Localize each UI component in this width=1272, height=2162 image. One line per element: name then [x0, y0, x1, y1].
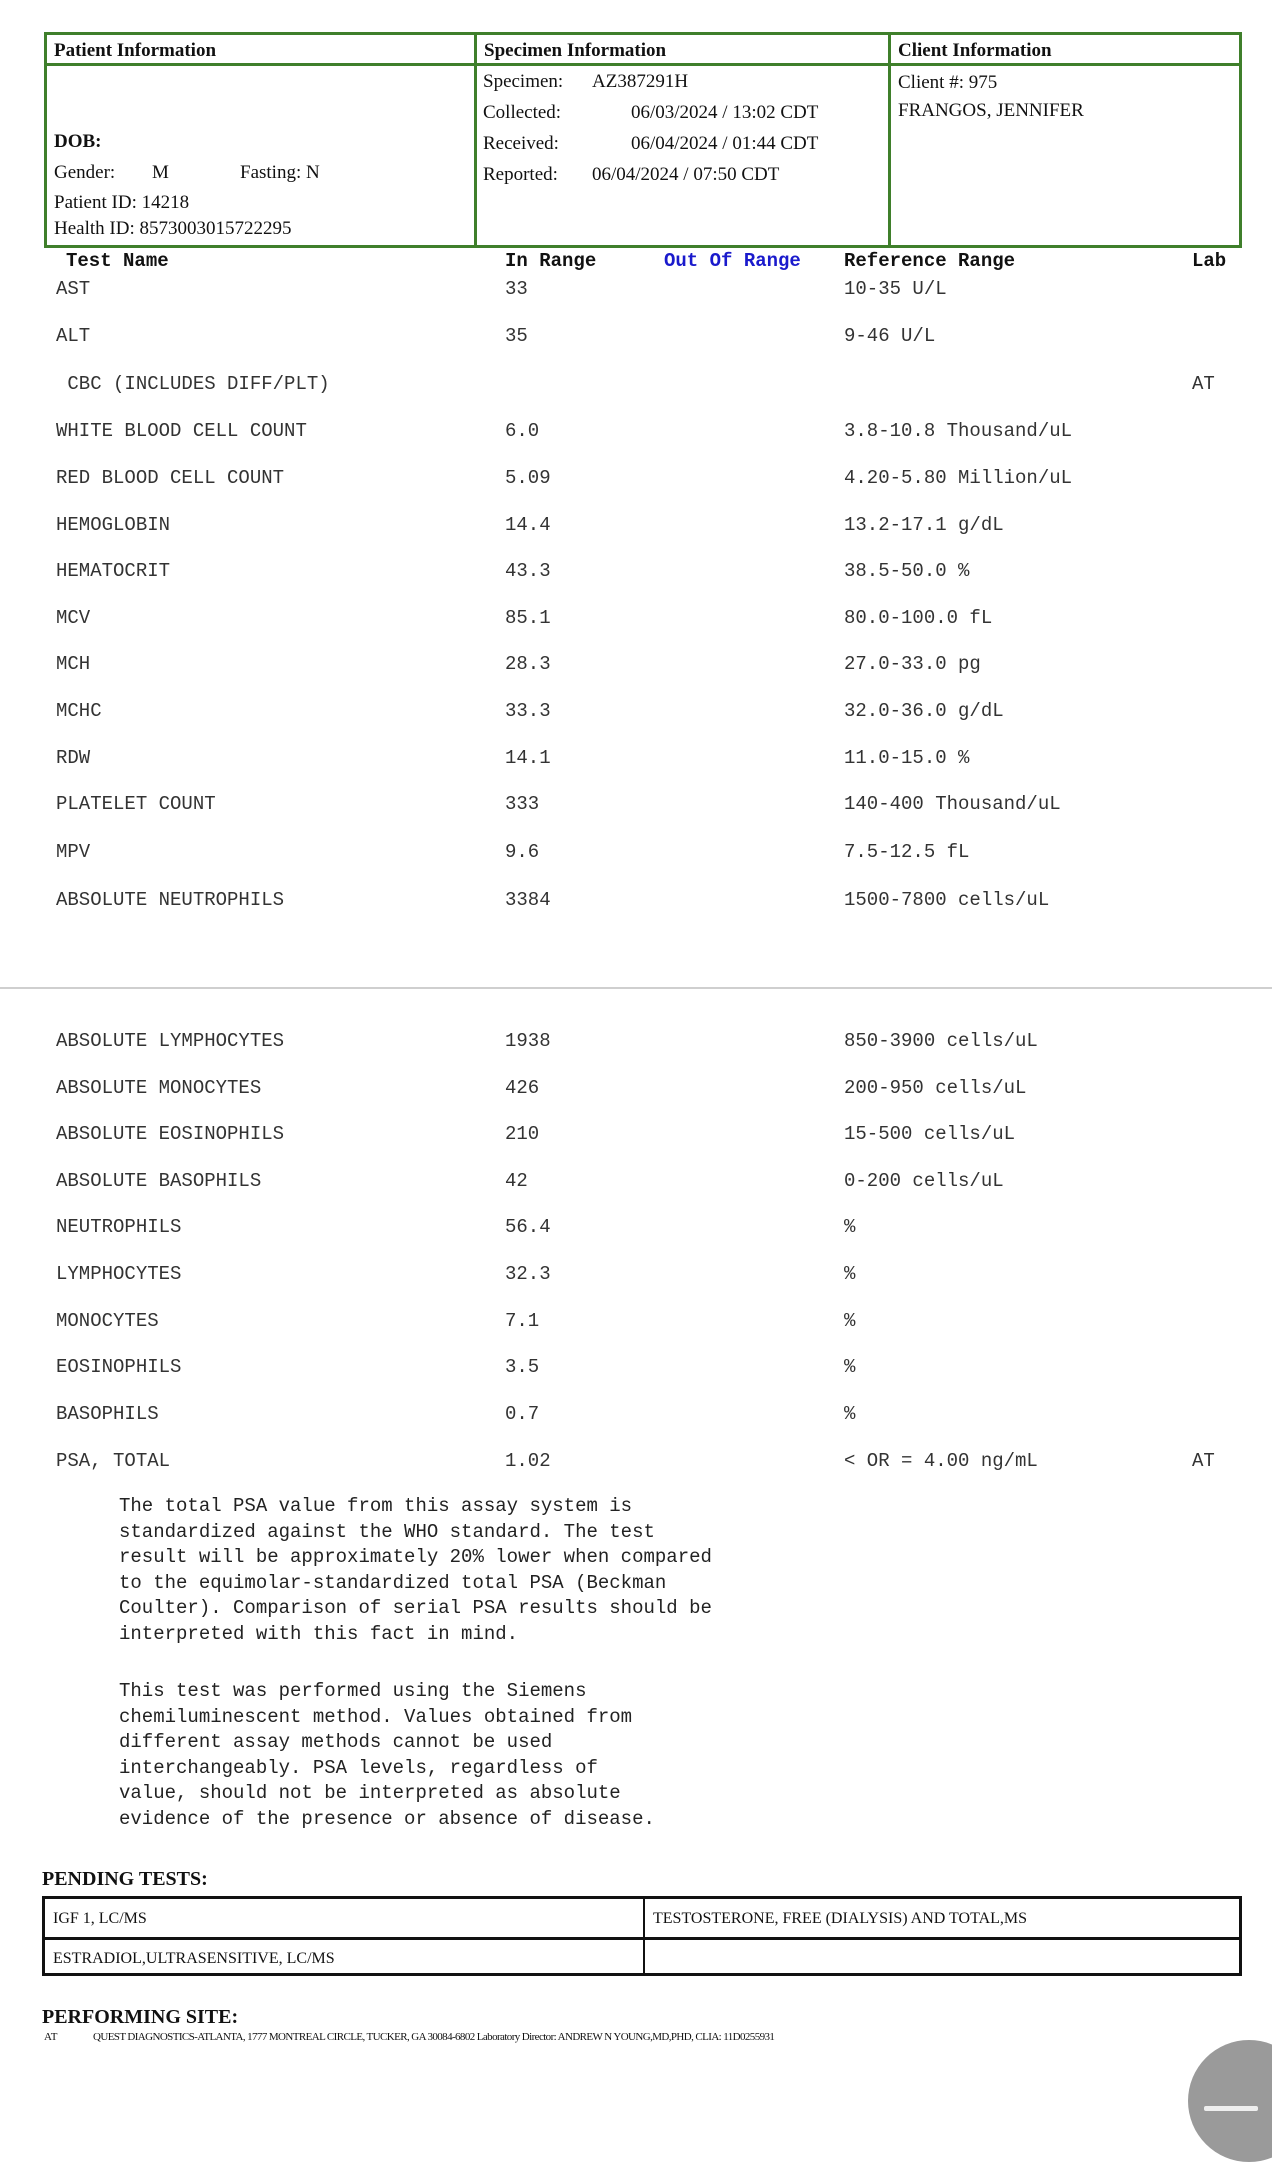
- test-name: HEMOGLOBIN: [56, 514, 171, 536]
- specimen-information-title: Specimen Information: [477, 35, 888, 66]
- performing-site-code: AT: [44, 2031, 58, 2043]
- received-value: 06/04/2024 / 01:44 CDT: [631, 133, 819, 154]
- test-name: EOSINOPHILS: [56, 1356, 182, 1378]
- in-range-value: 210: [505, 1123, 540, 1145]
- reference-range: %: [844, 1403, 856, 1425]
- table-row: [0, 1262, 1272, 1286]
- column-header-in-range: In Range: [505, 250, 597, 272]
- column-header-test-name: Test Name: [66, 250, 169, 272]
- reference-range: 32.0-36.0 g/dL: [844, 700, 1004, 722]
- test-name: CBC (INCLUDES DIFF/PLT): [56, 373, 330, 395]
- table-row: [0, 1122, 1272, 1146]
- in-range-value: 14.4: [505, 514, 551, 536]
- gender-label: Gender:: [54, 162, 116, 183]
- pending-test-item: ESTRADIOL,ULTRASENSITIVE, LC/MS: [53, 1950, 335, 1967]
- table-divider: [643, 1899, 645, 1973]
- reference-range: 38.5-50.0 %: [844, 560, 970, 582]
- table-row: [0, 559, 1272, 583]
- test-name: RED BLOOD CELL COUNT: [56, 467, 285, 489]
- in-range-value: 1938: [505, 1030, 551, 1052]
- table-row: [0, 1309, 1272, 1333]
- health-id: Health ID: 8573003015722295: [54, 218, 292, 239]
- test-name: PSA, TOTAL: [56, 1450, 171, 1472]
- test-name: AST: [56, 278, 91, 300]
- reference-range: 1500-7800 cells/uL: [844, 889, 1050, 911]
- in-range-value: 43.3: [505, 560, 551, 582]
- specimen-label: Specimen:: [483, 71, 564, 92]
- pending-test-item: [645, 1940, 1239, 1977]
- in-range-value: 85.1: [505, 607, 551, 629]
- in-range-value: 333: [505, 793, 540, 815]
- test-name: MCHC: [56, 700, 102, 722]
- table-row: [0, 1355, 1272, 1379]
- report-header: [44, 32, 1242, 248]
- table-row: [0, 652, 1272, 676]
- test-name: HEMATOCRIT: [56, 560, 171, 582]
- in-range-value: 7.1: [505, 1310, 540, 1332]
- reference-range: 850-3900 cells/uL: [844, 1030, 1038, 1052]
- table-row: [0, 419, 1272, 443]
- test-name: ABSOLUTE EOSINOPHILS: [56, 1123, 285, 1145]
- collected-label: Collected:: [483, 102, 562, 123]
- page-divider: [0, 987, 1272, 989]
- table-row: [0, 792, 1272, 816]
- table-row: [0, 1215, 1272, 1239]
- column-header-out-of-range: Out Of Range: [664, 250, 801, 272]
- in-range-value: 6.0: [505, 420, 540, 442]
- reference-range: 10-35 U/L: [844, 278, 947, 300]
- pending-test-item: IGF 1, LC/MS: [53, 1910, 147, 1927]
- reference-range: 0-200 cells/uL: [844, 1170, 1004, 1192]
- received-label: Received:: [483, 133, 559, 154]
- performing-site-details: QUEST DIAGNOSTICS-ATLANTA, 1777 MONTREAL CIRCLE, TUCKER, GA 30084-6802 Laboratory Director: ANDREW N YOUNG,MD,PHD, CLIA: 11D0255931: [93, 2031, 775, 2043]
- patient-information: [47, 35, 477, 245]
- table-row: [0, 699, 1272, 723]
- reference-range: 140-400 Thousand/uL: [844, 793, 1061, 815]
- fasting-value: Fasting: N: [240, 162, 320, 183]
- table-row: [0, 606, 1272, 630]
- reference-range: 3.8-10.8 Thousand/uL: [844, 420, 1073, 442]
- patient-information-title: Patient Information: [47, 35, 474, 66]
- pending-tests-table: [42, 1896, 1242, 1976]
- column-header-lab: Lab: [1192, 250, 1227, 272]
- reference-range: 13.2-17.1 g/dL: [844, 514, 1004, 536]
- test-name: ABSOLUTE MONOCYTES: [56, 1077, 262, 1099]
- lab-code: AT: [1192, 1450, 1215, 1472]
- in-range-value: 33.3: [505, 700, 551, 722]
- test-name: MONOCYTES: [56, 1310, 159, 1332]
- table-row: [0, 1402, 1272, 1426]
- performing-site-title: PERFORMING SITE:: [42, 2006, 239, 2028]
- lab-code: AT: [1192, 373, 1215, 395]
- gender-value: M: [152, 162, 169, 183]
- reference-range: 9-46 U/L: [844, 325, 936, 347]
- reference-range: 27.0-33.0 pg: [844, 653, 981, 675]
- reference-range: 15-500 cells/uL: [844, 1123, 1016, 1145]
- reported-value: 06/04/2024 / 07:50 CDT: [592, 164, 780, 185]
- table-row: [0, 1449, 1272, 1473]
- table-row: [0, 1169, 1272, 1193]
- client-information-title: Client Information: [891, 35, 1239, 66]
- table-row: [0, 1029, 1272, 1053]
- test-name: RDW: [56, 747, 91, 769]
- test-name: ALT: [56, 325, 91, 347]
- table-row: [0, 372, 1272, 396]
- reference-range: 200-950 cells/uL: [844, 1077, 1027, 1099]
- scroll-handle-icon[interactable]: [1188, 2040, 1272, 2162]
- in-range-value: 5.09: [505, 467, 551, 489]
- reference-range: 80.0-100.0 fL: [844, 607, 993, 629]
- in-range-value: 1.02: [505, 1450, 551, 1472]
- collected-value: 06/03/2024 / 13:02 CDT: [631, 102, 819, 123]
- table-row: [0, 466, 1272, 490]
- client-information: [891, 35, 1239, 245]
- specimen-number: AZ387291H: [592, 71, 689, 92]
- in-range-value: 426: [505, 1077, 540, 1099]
- test-name: MCV: [56, 607, 91, 629]
- in-range-value: 9.6: [505, 841, 540, 863]
- test-name: MCH: [56, 653, 91, 675]
- in-range-value: 28.3: [505, 653, 551, 675]
- in-range-value: 56.4: [505, 1216, 551, 1238]
- reference-range: %: [844, 1356, 856, 1378]
- test-name: LYMPHOCYTES: [56, 1263, 182, 1285]
- scroll-handle-bar: [1204, 2106, 1258, 2111]
- psa-note-method: This test was performed using the Siemens chemiluminescent method. Values obtained from different assay methods cannot be used interchangeably. PSA levels, regardless of value, should not be interpreted as absolute evidence of the presence or absence of disease.: [119, 1680, 655, 1830]
- reference-range: %: [844, 1310, 856, 1332]
- test-name: NEUTROPHILS: [56, 1216, 182, 1238]
- test-name: PLATELET COUNT: [56, 793, 216, 815]
- table-row: [0, 277, 1272, 301]
- test-name: ABSOLUTE NEUTROPHILS: [56, 889, 285, 911]
- table-row: [0, 324, 1272, 348]
- client-name: FRANGOS, JENNIFER: [898, 100, 1084, 121]
- reported-label: Reported:: [483, 164, 558, 185]
- reference-range: %: [844, 1263, 856, 1285]
- table-row: [0, 513, 1272, 537]
- specimen-information: [477, 35, 891, 245]
- in-range-value: 35: [505, 325, 528, 347]
- reference-range: < OR = 4.00 ng/mL: [844, 1450, 1038, 1472]
- patient-id: Patient ID: 14218: [54, 192, 190, 213]
- test-name: WHITE BLOOD CELL COUNT: [56, 420, 307, 442]
- test-name: ABSOLUTE LYMPHOCYTES: [56, 1030, 285, 1052]
- psa-note-standardization: The total PSA value from this assay system is standardized against the WHO standard. The test result will be approximately 20% lower when compared to the equimolar-standardized total PSA (Beckman Coulter). Comparison of serial PSA results should be interpreted with this fact in mind.: [119, 1495, 712, 1645]
- table-row: [0, 746, 1272, 770]
- table-row: [0, 888, 1272, 912]
- reference-range: 7.5-12.5 fL: [844, 841, 970, 863]
- table-row: [0, 1076, 1272, 1100]
- reference-range: 11.0-15.0 %: [844, 747, 970, 769]
- in-range-value: 14.1: [505, 747, 551, 769]
- in-range-value: 3.5: [505, 1356, 540, 1378]
- table-divider: [45, 1937, 1239, 1940]
- reference-range: 4.20-5.80 Million/uL: [844, 467, 1073, 489]
- column-header-reference-range: Reference Range: [844, 250, 1016, 272]
- pending-tests-title: PENDING TESTS:: [42, 1868, 208, 1890]
- table-row: [0, 840, 1272, 864]
- in-range-value: 3384: [505, 889, 551, 911]
- in-range-value: 42: [505, 1170, 528, 1192]
- test-name: BASOPHILS: [56, 1403, 159, 1425]
- pending-test-item: TESTOSTERONE, FREE (DIALYSIS) AND TOTAL,MS: [653, 1910, 1028, 1927]
- in-range-value: 0.7: [505, 1403, 540, 1425]
- test-name: ABSOLUTE BASOPHILS: [56, 1170, 262, 1192]
- in-range-value: 33: [505, 278, 528, 300]
- test-name: MPV: [56, 841, 91, 863]
- in-range-value: 32.3: [505, 1263, 551, 1285]
- dob-label: DOB:: [54, 131, 102, 152]
- reference-range: %: [844, 1216, 856, 1238]
- client-number: Client #: 975: [898, 72, 998, 93]
